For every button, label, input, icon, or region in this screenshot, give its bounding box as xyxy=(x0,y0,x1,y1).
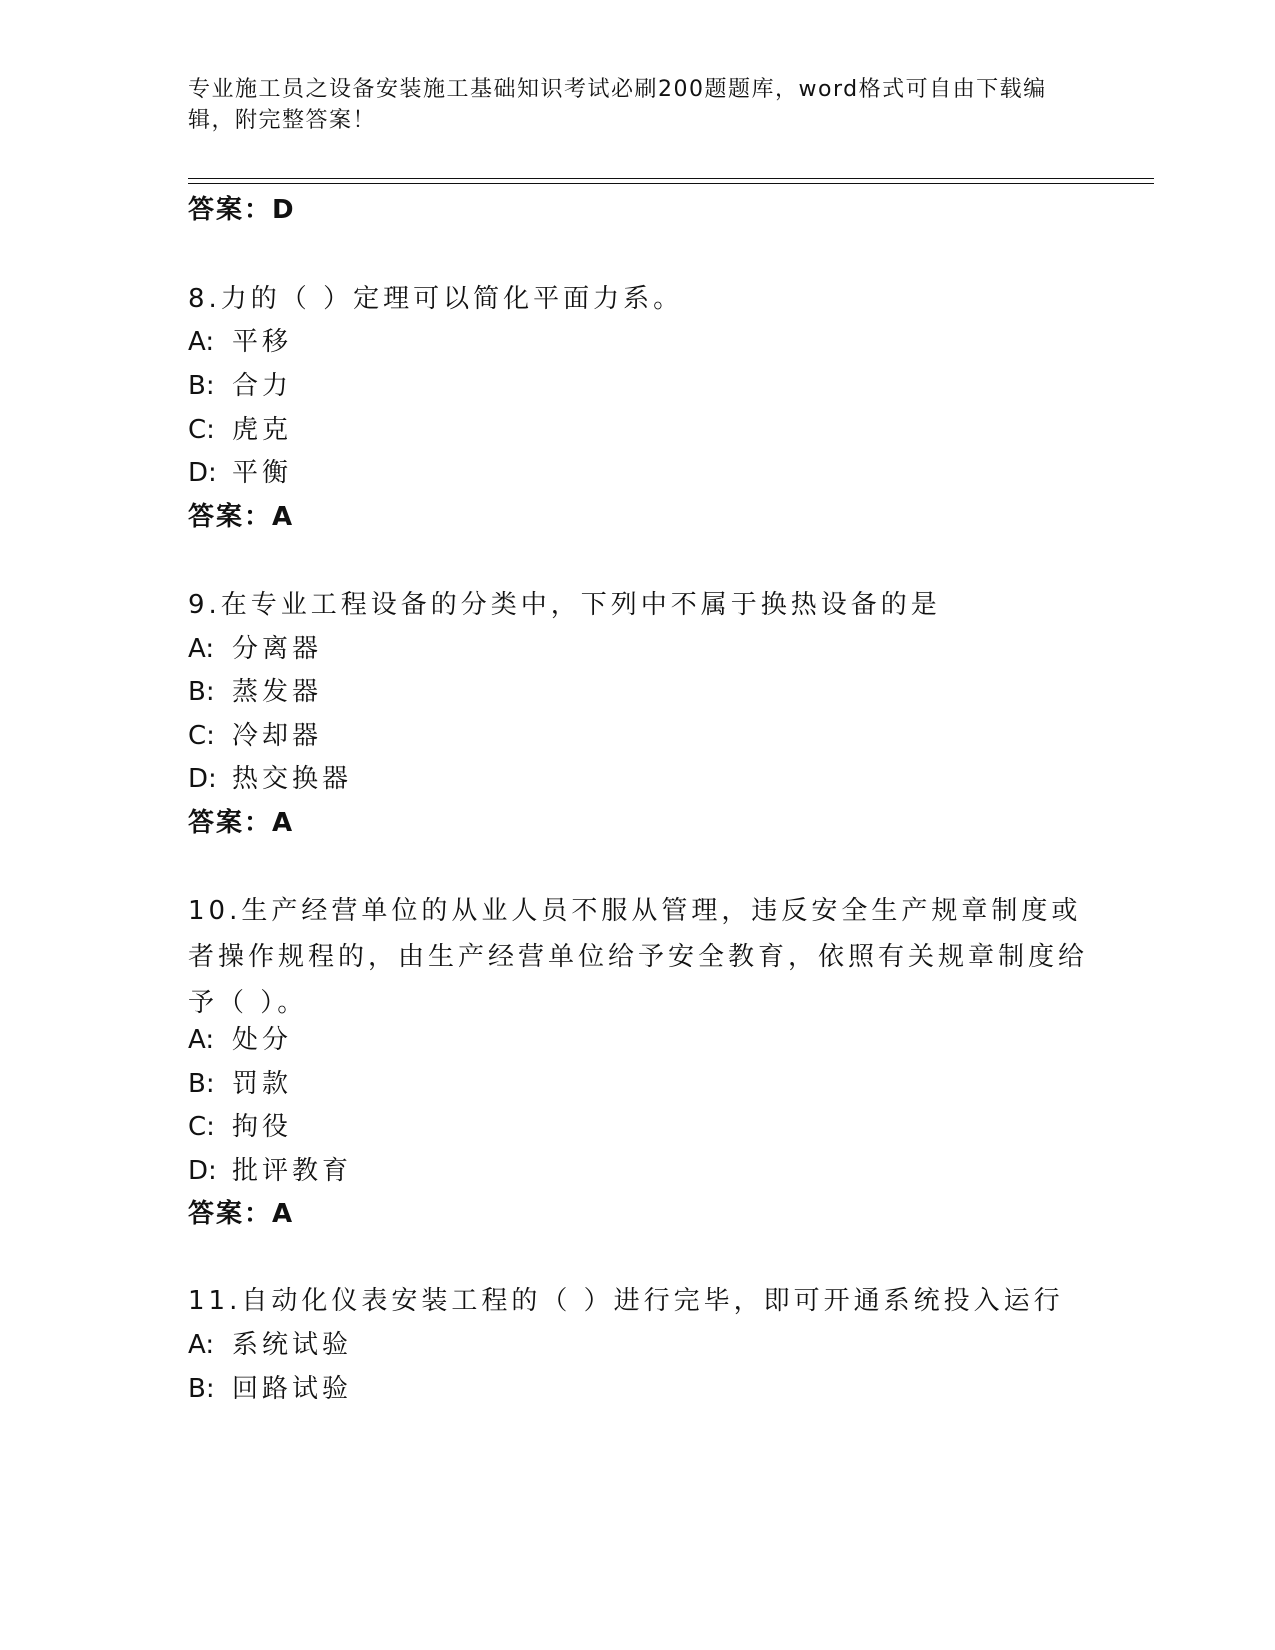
option-letter: D: xyxy=(188,1156,217,1186)
question-answer: 答案：A xyxy=(188,502,295,532)
option-text: 回路试验 xyxy=(232,1374,353,1404)
option-letter: C: xyxy=(188,415,215,445)
option-letter: D: xyxy=(188,764,217,794)
option-b xyxy=(188,675,322,709)
option-d xyxy=(188,456,292,490)
option-b xyxy=(188,1067,292,1101)
question-stem: 8.力的（ ）定理可以简化平面力系。 xyxy=(188,284,684,314)
previous-answer: 答案：D xyxy=(188,195,296,225)
header-divider-bottom xyxy=(188,183,1154,184)
option-letter: B: xyxy=(188,1374,215,1404)
option-letter: B: xyxy=(188,1069,215,1099)
question-stem: 10.生产经营单位的从业人员不服从管理，违反安全生产规章制度或者操作规程的，由生产经营单位给予安全教育，依照有关规章制度给予（ ）。 xyxy=(188,896,1089,1018)
option-letter: C: xyxy=(188,1112,215,1142)
option-text: 蒸发器 xyxy=(232,677,323,707)
question-stem: 11.自动化仪表安装工程的（ ）进行完毕，即可开通系统投入运行 xyxy=(188,1286,1064,1316)
option-text: 虎克 xyxy=(232,415,293,445)
question-answer: 答案：A xyxy=(188,808,295,838)
document-header: 专业施工员之设备安装施工基础知识考试必刷200题题库，word格式可自由下载编辑，附完整答案！ xyxy=(188,77,1047,133)
option-text: 系统试验 xyxy=(232,1330,353,1360)
option-letter: A: xyxy=(188,634,215,664)
option-letter: A: xyxy=(188,1330,215,1360)
option-a xyxy=(188,1023,292,1057)
option-letter: C: xyxy=(188,721,215,751)
option-a xyxy=(188,632,322,666)
option-text: 平衡 xyxy=(232,458,293,488)
option-d xyxy=(188,762,352,796)
option-text: 分离器 xyxy=(232,634,323,664)
option-text: 平移 xyxy=(232,327,293,357)
option-c xyxy=(188,413,292,447)
question-stem: 9.在专业工程设备的分类中，下列中不属于换热设备的是 xyxy=(188,590,941,620)
option-letter: B: xyxy=(188,677,215,707)
option-letter: A: xyxy=(188,327,215,357)
option-text: 批评教育 xyxy=(232,1156,353,1186)
option-text: 合力 xyxy=(232,371,293,401)
option-c xyxy=(188,1110,292,1144)
header-divider-top xyxy=(188,178,1154,179)
option-c xyxy=(188,719,322,753)
option-text: 热交换器 xyxy=(232,764,353,794)
question-answer: 答案：A xyxy=(188,1199,295,1229)
option-letter: A: xyxy=(188,1025,215,1055)
option-b xyxy=(188,1372,352,1406)
option-text: 拘役 xyxy=(232,1112,293,1142)
option-text: 冷却器 xyxy=(232,721,323,751)
option-letter: D: xyxy=(188,458,217,488)
option-a xyxy=(188,325,292,359)
option-letter: B: xyxy=(188,371,215,401)
option-d xyxy=(188,1154,352,1188)
option-b xyxy=(188,369,292,403)
option-text: 罚款 xyxy=(232,1069,293,1099)
option-a xyxy=(188,1328,352,1362)
option-text: 处分 xyxy=(232,1025,293,1055)
